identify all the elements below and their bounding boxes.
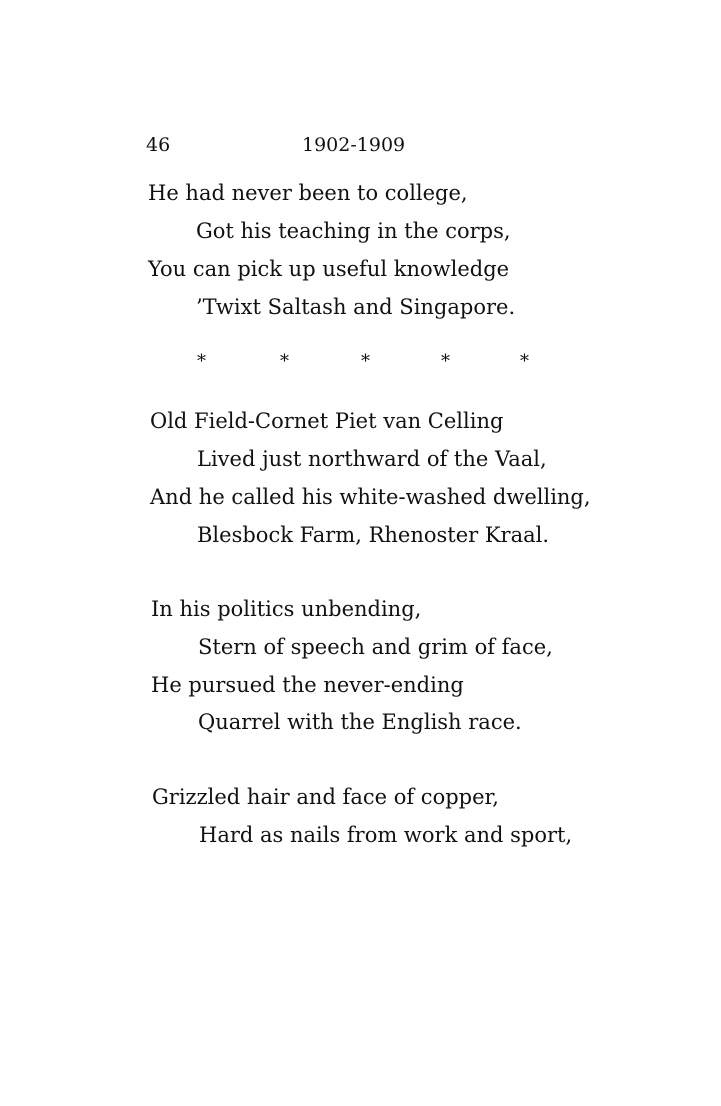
poem-line: Stern of speech and grim of face, (198, 635, 553, 659)
poem-line: Grizzled hair and face of copper, (152, 785, 499, 809)
poem-line: In his politics unbending, (151, 597, 422, 621)
poem-line: And he called his white-washed dwelling, (150, 485, 591, 509)
poem-line: You can pick up useful knowledge (148, 257, 510, 281)
poem-line: Lived just northward of the Vaal, (197, 447, 547, 471)
poem-line: Old Field-Cornet Piet van Celling (150, 409, 504, 433)
poem-line: He had never been to college, (148, 181, 468, 205)
poem-line: Hard as nails from work and sport, (199, 823, 573, 847)
poem-line: He pursued the never-ending (151, 673, 464, 697)
section-break-star: * (441, 351, 450, 372)
page-number: 46 (146, 134, 171, 156)
poem-line: Got his teaching in the corps, (196, 219, 511, 243)
poem-line: ’Twixt Saltash and Singapore. (196, 295, 516, 319)
running-head: 1902-1909 (302, 134, 406, 156)
poem-line: Quarrel with the English race. (198, 710, 522, 734)
section-break-star: * (280, 351, 289, 372)
section-break-star: * (361, 351, 370, 372)
section-break-star: * (197, 351, 206, 372)
section-break-star: * (520, 351, 529, 372)
poem-line: Blesbock Farm, Rhenoster Kraal. (197, 523, 550, 547)
